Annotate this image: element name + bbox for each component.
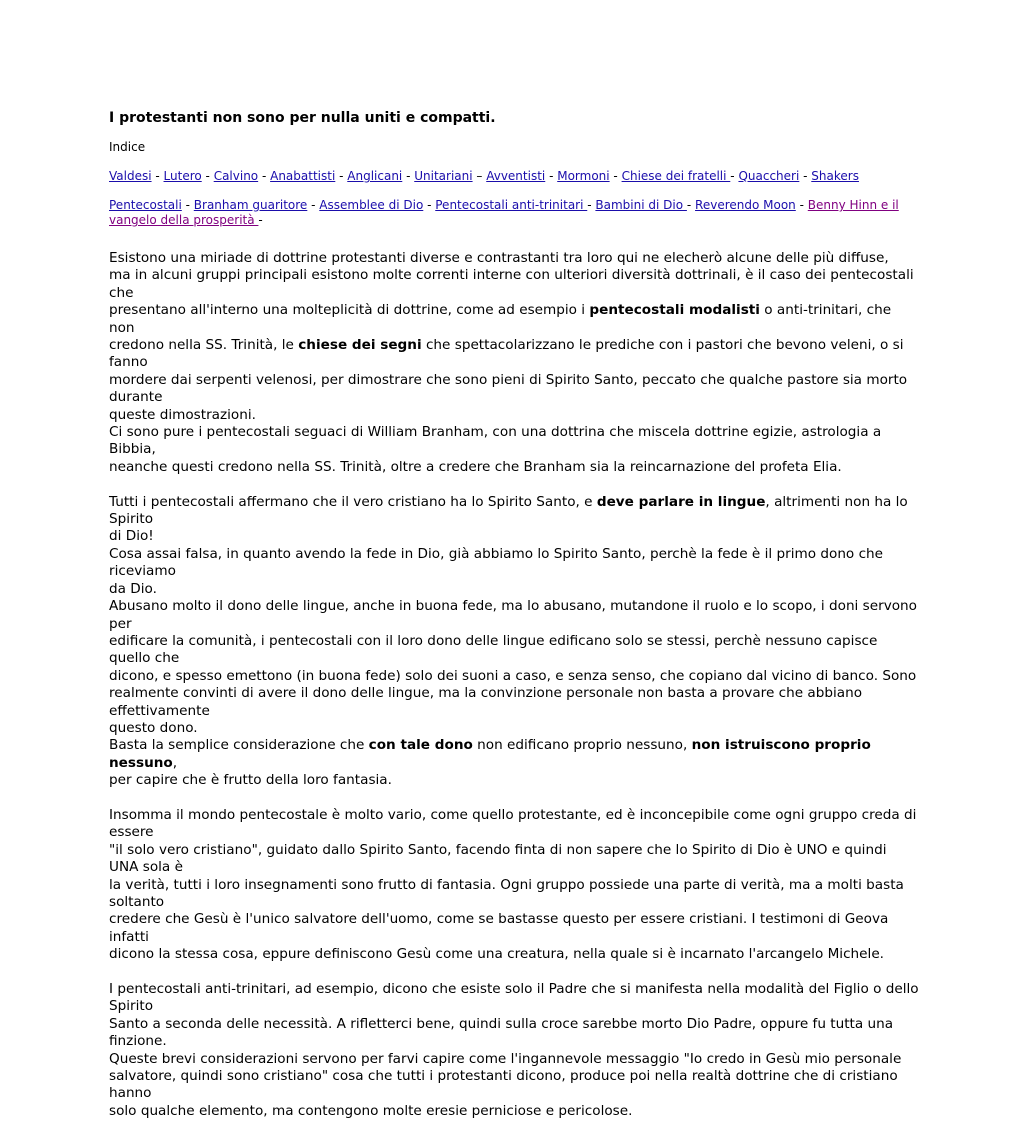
text-line: Basta la semplice considerazione che con tale dono non edificano proprio nessuno, non istruiscono proprio nessuno, (109, 737, 871, 771)
nav-link-bambini-di-dio[interactable]: Bambini di Dio (595, 198, 687, 212)
text-line: Santo a seconda delle necessità. A rifletterci bene, quindi sulla croce sarebbe morto Dio Padre, oppure fu tutta una finzione. (109, 1015, 894, 1050)
nav-link-pentecostali-anti-trinitari[interactable]: Pentecostali anti-trinitari (435, 198, 588, 212)
text-line: credere che Gesù è l'unico salvatore dell'uomo, come se bastasse questo per essere cristiani. I testimoni di Geova infatti (109, 911, 889, 945)
nav-separator: – (472, 169, 487, 183)
nav-separator: - (258, 169, 271, 183)
text-line: mordere dai serpenti velenosi, per dimostrare che sono pieni di Spirito Santo, peccato che qualche pastore sia morto durante (109, 371, 908, 406)
paragraph-2 (109, 494, 919, 790)
text-line: Ci sono pure i pentecostali seguaci di William Branham, con una dottrina che miscela dottrine egizie, astrologia a Bibbia, (109, 424, 882, 458)
text-line: Queste brevi considerazioni servono per farvi capire come l'ingannevole messaggio "Io credo in Gesù mio personale (109, 1050, 902, 1067)
text-line: Insomma il mondo pentecostale è molto vario, come quello protestante, ed è inconcepibile come ogni gruppo creda di essere (109, 806, 917, 841)
text-line: credono nella SS. Trinità, le chiese dei segni che spettacolarizzano le prediche con i pastori che bevono veleni, o si fanno (109, 337, 904, 371)
nav-separator: - (335, 169, 348, 183)
nav-separator: - (730, 169, 739, 183)
text-line: edificare la comunità, i pentecostali con il loro dono delle lingue edificano solo se stessi, perchè nessuno capisce quello che (109, 632, 878, 667)
text-line: salvatore, quindi sono cristiano" cosa che tutti i protestanti dicono, produce poi nella realtà dottrine che di cristiano hanno (109, 1068, 898, 1102)
nav-separator: - (181, 198, 194, 212)
nav-separator: - (609, 169, 622, 183)
paragraph-3 (109, 807, 919, 964)
nav-separator: - (686, 198, 696, 212)
nav-link-quaccheri[interactable]: Quaccheri (738, 169, 800, 183)
nav-separator: - (307, 198, 320, 212)
nav-link-mormoni[interactable]: Mormoni (557, 169, 610, 183)
text-line: Tutti i pentecostali affermano che il vero cristiano ha lo Spirito Santo, e deve parlare in lingue, altrimenti non ha lo Spirito (109, 493, 908, 528)
nav-link-branham-guaritore[interactable]: Branham guaritore (193, 198, 308, 212)
text-line: questo dono. (109, 719, 198, 736)
paragraph-4 (109, 981, 919, 1120)
nav-separator: - (587, 198, 596, 212)
text-line: ma in alcuni gruppi principali esistono molte correnti interne con ulteriori diversità dottrinali, è il caso dei pentecostali che (109, 267, 914, 301)
text-line: dicono, e spesso emettono (in buona fede) solo dei suoni a caso, e senza senso, che copiano dal vicino di banco. Sono (109, 667, 917, 684)
paragraph-1 (109, 250, 919, 476)
nav-links-row-2 (109, 198, 919, 228)
nav-link-anglicani[interactable]: Anglicani (347, 169, 403, 183)
nav-separator: - (402, 169, 415, 183)
text-line: presentano all'interno una molteplicità di dottrine, come ad esempio i pentecostali modalisti o anti-trinitari, che non (109, 302, 892, 336)
nav-link-pentecostali[interactable]: Pentecostali (109, 198, 182, 212)
text-line: per capire che è frutto della loro fantasia. (109, 772, 392, 789)
nav-separator: - (201, 169, 214, 183)
nav-separator: - (151, 169, 164, 183)
text-line: realmente convinti di avere il dono delle lingue, ma la convinzione personale non basta a provare che abbiano effettivamente (109, 685, 863, 719)
nav-link-reverendo-moon[interactable]: Reverendo Moon (695, 198, 796, 212)
nav-link-assemblee-di-dio[interactable]: Assemblee di Dio (319, 198, 424, 212)
text-line: dicono la stessa cosa, eppure definiscono Gesù come una creatura, nella quale si è incarnato l'arcangelo Michele. (109, 946, 885, 963)
bold-term: chiese dei segni (298, 337, 422, 354)
text-line: Cosa assai falsa, in quanto avendo la fede in Dio, già abbiamo lo Spirito Santo, perchè la fede è il primo dono che riceviamo (109, 545, 884, 580)
text-line: I pentecostali anti-trinitari, ad esempio, dicono che esiste solo il Padre che si manifesta nella modalità del Figlio o dello Spirito (109, 981, 919, 1015)
text-line: Abusano molto il dono delle lingue, anche in buona fede, ma lo abusano, mutandone il ruolo e lo scopo, i doni servono per (109, 598, 917, 632)
bold-term: con tale dono (368, 737, 473, 754)
article (109, 108, 919, 1138)
bold-term: non istruiscono proprio nessuno (109, 737, 871, 771)
text-line: di Dio! (109, 528, 154, 545)
text-line: solo qualche elemento, ma contengono molte eresie perniciose e pericolose. (109, 1102, 633, 1119)
article-body (109, 250, 919, 1120)
nav-link-anabattisti[interactable]: Anabattisti (270, 169, 336, 183)
nav-separator: - (795, 198, 808, 212)
nav-separator: - (799, 169, 812, 183)
bold-term: pentecostali modalisti (589, 302, 760, 319)
text-line: la verità, tutti i loro insegnamenti sono frutto di fantasia. Ogni gruppo possiede una parte di verità, ma a molti basta soltanto (109, 876, 904, 910)
nav-separator: - (423, 198, 436, 212)
nav-link-unitariani[interactable]: Unitariani (414, 169, 473, 183)
text-line: da Dio. (109, 580, 157, 597)
page-title: I protestanti non sono per nulla uniti e compatti. (109, 110, 496, 126)
nav-link-valdesi[interactable]: Valdesi (109, 169, 152, 183)
nav-link-calvino[interactable]: Calvino (213, 169, 259, 183)
text-line: neanche questi credono nella SS. Trinità, oltre a credere che Branham sia la reincarnazione del profeta Elia. (109, 458, 842, 475)
nav-link-lutero[interactable]: Lutero (163, 169, 202, 183)
nav-link-shakers[interactable]: Shakers (811, 169, 859, 183)
text-line: Esistono una miriade di dottrine protestanti diverse e contrastanti tra loro qui ne elecherò alcune delle più diffuse, (109, 250, 889, 266)
nav-link-chiese-dei-fratelli[interactable]: Chiese dei fratelli (621, 169, 731, 183)
nav-separator: - (258, 213, 263, 227)
nav-link-avventisti[interactable]: Avventisti (486, 169, 546, 183)
index-label: Indice (109, 140, 146, 154)
nav-link-benny-hinn-e-il-vangelo-della-prosperita[interactable]: Benny Hinn e il vangelo della prosperità (109, 198, 899, 227)
nav-separator: - (545, 169, 558, 183)
text-line: queste dimostrazioni. (109, 406, 256, 423)
nav-links-row-1 (109, 169, 919, 184)
bold-term: deve parlare in lingue (596, 493, 766, 510)
text-line: "il solo vero cristiano", guidato dallo Spirito Santo, facendo finta di non sapere che lo Spirito di Dio è UNO e quindi UNA sola è (109, 841, 887, 876)
